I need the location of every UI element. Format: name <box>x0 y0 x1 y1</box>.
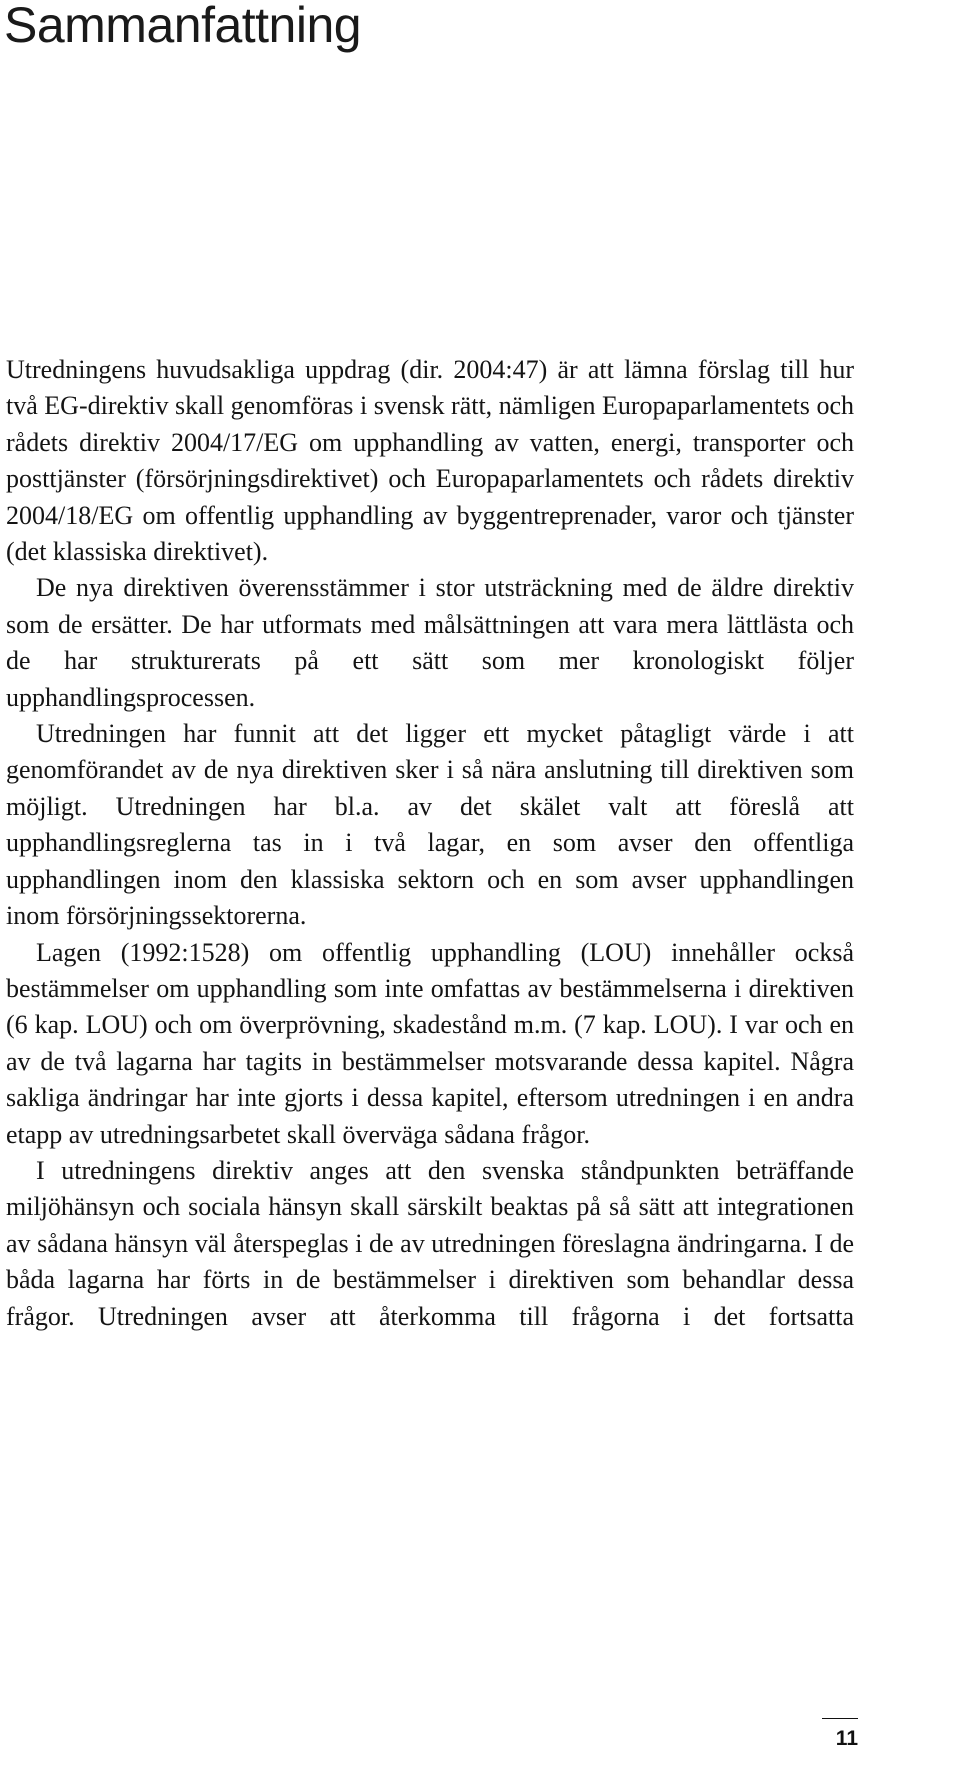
page-number: 11 <box>822 1718 858 1749</box>
paragraph-4: Lagen (1992:1528) om offentlig upphandling (LOU) innehåller också bestämmelser om upphandling som inte omfattas av bestämmelserna i direktiven (6 kap. LOU) och om överprövning, skadestånd m.m. (7 kap. LOU). I var och en av de två lagarna har tagits in bestämmelser motsvarande dessa kapitel. Några sakliga ändringar har inte gjorts i dessa kapitel, eftersom utredningen i en andra etapp av utredningsarbetet skall överväga sådana frågor. <box>6 937 854 1149</box>
paragraph-2: De nya direktiven överensstämmer i stor utsträckning med de äldre direktiv som de ersätter. De har utformats med målsättningen att vara mera lättlästa och de har strukturerats på ett sätt som mer kronologiskt följer upphandlingsprocessen. <box>6 573 854 712</box>
page-title: Sammanfattning <box>4 0 362 53</box>
summary-body <box>6 352 854 1335</box>
paragraph-5: I utredningens direktiv anges att den svenska ståndpunkten beträffande miljöhänsyn och sociala hänsyn skall särskilt beaktas på så sätt att integrationen av sådana hänsyn väl återspeglas i de av utredningen föreslagna ändringarna. I de båda lagarna har förts in de bestämmelser i direktiven som behandlar dessa frågor. Utredningen avser att återkomma till frågorna i det fortsatta <box>6 1155 854 1331</box>
paragraph-3: Utredningen har funnit att det ligger ett mycket påtagligt värde i att genomförandet av de nya direktiven sker i så nära anslutning till direktiven som möjligt. Utredningen har bl.a. av det skälet valt att föreslå att upphandlingsreglerna tas in i två lagar, en som avser den offentliga upphandlingen inom den klassiska sektorn och en som avser upphandlingen inom försörjningssektorerna. <box>6 719 854 931</box>
paragraph-1: Utredningens huvudsakliga uppdrag (dir. 2004:47) är att lämna förslag till hur två EG-direktiv skall genomföras i svensk rätt, nämligen Europaparlamentets och rådets direktiv 2004/17/EG om upphandling av vatten, energi, transporter och posttjänster (försörjningsdirektivet) och Europaparlamentets och rådets direktiv 2004/18/EG om offentlig upphandling av byggentreprenader, varor och tjänster (det klassiska direktivet). <box>6 355 854 567</box>
